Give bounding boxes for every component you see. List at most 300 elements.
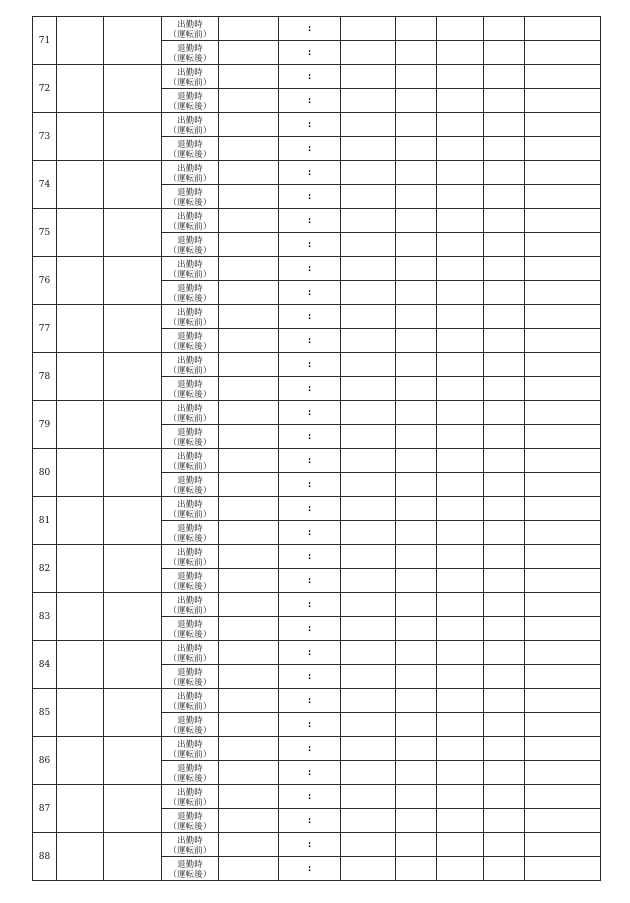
entry-cell-col5[interactable] (219, 665, 279, 689)
entry-cell-col11[interactable] (525, 305, 601, 329)
entry-cell-col7[interactable] (341, 401, 396, 425)
entry-cell-col7[interactable] (341, 833, 396, 857)
entry-cell-col11[interactable] (525, 257, 601, 281)
entry-cell-col8[interactable] (396, 473, 437, 497)
entry-cell-col10[interactable] (484, 473, 525, 497)
entry-cell-col11[interactable] (525, 425, 601, 449)
entry-cell-col2[interactable] (57, 353, 104, 401)
entry-cell-col10[interactable] (484, 689, 525, 713)
entry-cell-col10[interactable] (484, 833, 525, 857)
entry-cell-col9[interactable] (437, 497, 484, 521)
entry-type-line1: 出勤時 (177, 354, 203, 365)
entry-type-line2: （運転後） (168, 388, 212, 399)
entry-cell-col2[interactable] (57, 161, 104, 209)
time-cell[interactable]: : (279, 137, 341, 161)
entry-cell-col9[interactable] (437, 833, 484, 857)
entry-cell-col5[interactable] (219, 185, 279, 209)
entry-cell-col11[interactable] (525, 233, 601, 257)
entry-cell-col3[interactable] (104, 209, 162, 257)
entry-cell-col7[interactable] (341, 257, 396, 281)
entry-cell-col8[interactable] (396, 329, 437, 353)
entry-cell-col11[interactable] (525, 41, 601, 65)
entry-cell-col11[interactable] (525, 185, 601, 209)
entry-cell-col8[interactable] (396, 833, 437, 857)
entry-cell-col11[interactable] (525, 521, 601, 545)
entry-cell-col5[interactable] (219, 257, 279, 281)
entry-cell-col9[interactable] (437, 353, 484, 377)
time-cell[interactable]: : (279, 809, 341, 833)
entry-cell-col5[interactable] (219, 809, 279, 833)
time-cell[interactable]: : (279, 665, 341, 689)
entry-cell-col8[interactable] (396, 209, 437, 233)
entry-cell-col10[interactable] (484, 17, 525, 41)
entry-cell-col9[interactable] (437, 377, 484, 401)
entry-cell-col8[interactable] (396, 521, 437, 545)
entry-cell-col10[interactable] (484, 857, 525, 881)
entry-cell-col9[interactable] (437, 713, 484, 737)
entry-cell-col11[interactable] (525, 329, 601, 353)
entry-cell-col11[interactable] (525, 641, 601, 665)
entry-cell-col10[interactable] (484, 89, 525, 113)
entry-cell-col5[interactable] (219, 449, 279, 473)
time-cell[interactable]: : (279, 209, 341, 233)
entry-cell-col2[interactable] (57, 593, 104, 641)
entry-type-line2: （運転後） (168, 148, 212, 159)
entry-cell-col7[interactable] (341, 617, 396, 641)
entry-cell-col5[interactable] (219, 569, 279, 593)
entry-cell-col11[interactable] (525, 569, 601, 593)
entry-cell-col8[interactable] (396, 89, 437, 113)
entry-cell-col11[interactable] (525, 449, 601, 473)
entry-cell-col9[interactable] (437, 617, 484, 641)
entry-cell-col5[interactable] (219, 89, 279, 113)
entry-cell-col5[interactable] (219, 497, 279, 521)
time-cell[interactable]: : (279, 377, 341, 401)
time-cell[interactable]: : (279, 569, 341, 593)
entry-cell-col8[interactable] (396, 377, 437, 401)
entry-cell-col2[interactable] (57, 785, 104, 833)
time-cell[interactable]: : (279, 449, 341, 473)
entry-cell-col9[interactable] (437, 569, 484, 593)
entry-cell-col9[interactable] (437, 761, 484, 785)
entry-cell-col8[interactable] (396, 761, 437, 785)
time-cell[interactable]: : (279, 737, 341, 761)
entry-cell-col7[interactable] (341, 353, 396, 377)
entry-cell-col10[interactable] (484, 617, 525, 641)
entry-cell-col11[interactable] (525, 713, 601, 737)
entry-cell-col9[interactable] (437, 185, 484, 209)
entry-cell-col10[interactable] (484, 113, 525, 137)
entry-cell-col11[interactable] (525, 785, 601, 809)
clock-in-label (162, 305, 219, 329)
entry-cell-col8[interactable] (396, 161, 437, 185)
entry-cell-col7[interactable] (341, 641, 396, 665)
entry-cell-col10[interactable] (484, 137, 525, 161)
clock-out-label (162, 761, 219, 785)
entry-cell-col11[interactable] (525, 593, 601, 617)
entry-cell-col9[interactable] (437, 593, 484, 617)
entry-cell-col9[interactable] (437, 113, 484, 137)
entry-cell-col10[interactable] (484, 161, 525, 185)
entry-cell-col8[interactable] (396, 233, 437, 257)
time-cell[interactable]: : (279, 497, 341, 521)
entry-cell-col8[interactable] (396, 809, 437, 833)
entry-cell-col10[interactable] (484, 497, 525, 521)
entry-cell-col3[interactable] (104, 785, 162, 833)
entry-cell-col9[interactable] (437, 137, 484, 161)
entry-cell-col8[interactable] (396, 401, 437, 425)
entry-cell-col9[interactable] (437, 305, 484, 329)
entry-cell-col7[interactable] (341, 761, 396, 785)
entry-cell-col3[interactable] (104, 305, 162, 353)
entry-cell-col5[interactable] (219, 689, 279, 713)
entry-cell-col8[interactable] (396, 617, 437, 641)
time-cell[interactable]: : (279, 113, 341, 137)
entry-cell-col9[interactable] (437, 545, 484, 569)
entry-cell-col7[interactable] (341, 857, 396, 881)
entry-type-line1: 出勤時 (177, 114, 203, 125)
entry-cell-col11[interactable] (525, 353, 601, 377)
entry-cell-col10[interactable] (484, 401, 525, 425)
time-cell[interactable]: : (279, 233, 341, 257)
entry-cell-col7[interactable] (341, 737, 396, 761)
time-cell[interactable]: : (279, 713, 341, 737)
entry-cell-col10[interactable] (484, 329, 525, 353)
entry-cell-col5[interactable] (219, 737, 279, 761)
entry-cell-col5[interactable] (219, 209, 279, 233)
entry-cell-col10[interactable] (484, 665, 525, 689)
entry-cell-col2[interactable] (57, 641, 104, 689)
entry-cell-col10[interactable] (484, 233, 525, 257)
entry-type-line1: 出勤時 (177, 594, 203, 605)
entry-cell-col2[interactable] (57, 113, 104, 161)
entry-cell-col11[interactable] (525, 209, 601, 233)
entry-cell-col10[interactable] (484, 449, 525, 473)
entry-cell-col9[interactable] (437, 209, 484, 233)
entry-cell-col7[interactable] (341, 473, 396, 497)
entry-cell-col5[interactable] (219, 521, 279, 545)
entry-cell-col8[interactable] (396, 425, 437, 449)
time-cell[interactable]: : (279, 257, 341, 281)
entry-cell-col8[interactable] (396, 281, 437, 305)
entry-cell-col5[interactable] (219, 545, 279, 569)
entry-cell-col11[interactable] (525, 377, 601, 401)
entry-cell-col2[interactable] (57, 305, 104, 353)
entry-cell-col9[interactable] (437, 737, 484, 761)
entry-cell-col3[interactable] (104, 833, 162, 881)
entry-cell-col9[interactable] (437, 329, 484, 353)
time-cell[interactable]: : (279, 65, 341, 89)
entry-cell-col9[interactable] (437, 257, 484, 281)
entry-cell-col8[interactable] (396, 641, 437, 665)
entry-cell-col5[interactable] (219, 785, 279, 809)
entry-cell-col7[interactable] (341, 89, 396, 113)
entry-cell-col9[interactable] (437, 65, 484, 89)
clock-out-label (162, 425, 219, 449)
entry-cell-col9[interactable] (437, 425, 484, 449)
entry-cell-col5[interactable] (219, 281, 279, 305)
entry-cell-col3[interactable] (104, 65, 162, 113)
entry-cell-col8[interactable] (396, 353, 437, 377)
entry-cell-col10[interactable] (484, 545, 525, 569)
entry-cell-col3[interactable] (104, 401, 162, 449)
entry-cell-col8[interactable] (396, 257, 437, 281)
entry-cell-col5[interactable] (219, 233, 279, 257)
entry-cell-col11[interactable] (525, 857, 601, 881)
entry-cell-col3[interactable] (104, 353, 162, 401)
entry-cell-col7[interactable] (341, 425, 396, 449)
entry-cell-col10[interactable] (484, 569, 525, 593)
entry-cell-col10[interactable] (484, 641, 525, 665)
entry-cell-col7[interactable] (341, 809, 396, 833)
entry-cell-col10[interactable] (484, 377, 525, 401)
entry-cell-col9[interactable] (437, 473, 484, 497)
entry-cell-col10[interactable] (484, 737, 525, 761)
entry-cell-col7[interactable] (341, 113, 396, 137)
entry-cell-col11[interactable] (525, 497, 601, 521)
entry-cell-col2[interactable] (57, 497, 104, 545)
entry-type-line2: （運転後） (168, 868, 212, 879)
entry-cell-col8[interactable] (396, 497, 437, 521)
entry-cell-col9[interactable] (437, 401, 484, 425)
entry-cell-col8[interactable] (396, 857, 437, 881)
entry-cell-col11[interactable] (525, 473, 601, 497)
entry-cell-col11[interactable] (525, 545, 601, 569)
entry-cell-col3[interactable] (104, 161, 162, 209)
entry-cell-col8[interactable] (396, 713, 437, 737)
entry-cell-col11[interactable] (525, 17, 601, 41)
entry-cell-col5[interactable] (219, 833, 279, 857)
entry-cell-col8[interactable] (396, 305, 437, 329)
entry-cell-col8[interactable] (396, 41, 437, 65)
entry-cell-col10[interactable] (484, 521, 525, 545)
entry-cell-col5[interactable] (219, 329, 279, 353)
entry-cell-col5[interactable] (219, 137, 279, 161)
entry-cell-col10[interactable] (484, 785, 525, 809)
entry-cell-col2[interactable] (57, 401, 104, 449)
entry-cell-col5[interactable] (219, 41, 279, 65)
time-cell[interactable]: : (279, 329, 341, 353)
entry-cell-col3[interactable] (104, 17, 162, 65)
entry-cell-col8[interactable] (396, 545, 437, 569)
entry-cell-col7[interactable] (341, 161, 396, 185)
entry-cell-col2[interactable] (57, 257, 104, 305)
row-number: 86 (33, 737, 57, 785)
time-cell[interactable]: : (279, 41, 341, 65)
entry-cell-col9[interactable] (437, 281, 484, 305)
time-cell[interactable]: : (279, 305, 341, 329)
entry-cell-col11[interactable] (525, 65, 601, 89)
entry-cell-col2[interactable] (57, 545, 104, 593)
time-cell[interactable]: : (279, 689, 341, 713)
time-cell[interactable]: : (279, 401, 341, 425)
entry-cell-col7[interactable] (341, 185, 396, 209)
time-cell[interactable]: : (279, 785, 341, 809)
entry-cell-col9[interactable] (437, 41, 484, 65)
time-cell[interactable]: : (279, 593, 341, 617)
entry-cell-col8[interactable] (396, 569, 437, 593)
entry-cell-col3[interactable] (104, 641, 162, 689)
entry-cell-col7[interactable] (341, 497, 396, 521)
entry-cell-col7[interactable] (341, 41, 396, 65)
entry-cell-col11[interactable] (525, 617, 601, 641)
entry-cell-col7[interactable] (341, 665, 396, 689)
entry-cell-col9[interactable] (437, 689, 484, 713)
entry-cell-col7[interactable] (341, 545, 396, 569)
entry-cell-col8[interactable] (396, 689, 437, 713)
entry-cell-col11[interactable] (525, 833, 601, 857)
entry-cell-col10[interactable] (484, 209, 525, 233)
entry-cell-col2[interactable] (57, 17, 104, 65)
entry-cell-col10[interactable] (484, 593, 525, 617)
entry-cell-col11[interactable] (525, 809, 601, 833)
entry-cell-col7[interactable] (341, 689, 396, 713)
entry-cell-col5[interactable] (219, 425, 279, 449)
entry-cell-col8[interactable] (396, 113, 437, 137)
entry-cell-col10[interactable] (484, 41, 525, 65)
time-cell[interactable]: : (279, 89, 341, 113)
entry-cell-col7[interactable] (341, 305, 396, 329)
entry-cell-col5[interactable] (219, 641, 279, 665)
entry-cell-col11[interactable] (525, 161, 601, 185)
entry-cell-col7[interactable] (341, 137, 396, 161)
entry-cell-col8[interactable] (396, 593, 437, 617)
entry-cell-col5[interactable] (219, 617, 279, 641)
entry-cell-col10[interactable] (484, 425, 525, 449)
time-cell[interactable]: : (279, 425, 341, 449)
entry-cell-col10[interactable] (484, 713, 525, 737)
entry-cell-col10[interactable] (484, 353, 525, 377)
entry-cell-col9[interactable] (437, 521, 484, 545)
entry-cell-col9[interactable] (437, 449, 484, 473)
entry-cell-col7[interactable] (341, 713, 396, 737)
entry-cell-col7[interactable] (341, 281, 396, 305)
entry-cell-col11[interactable] (525, 689, 601, 713)
entry-cell-col9[interactable] (437, 17, 484, 41)
entry-cell-col5[interactable] (219, 65, 279, 89)
entry-cell-col8[interactable] (396, 137, 437, 161)
time-cell[interactable]: : (279, 353, 341, 377)
entry-cell-col2[interactable] (57, 689, 104, 737)
time-cell[interactable]: : (279, 617, 341, 641)
entry-cell-col5[interactable] (219, 401, 279, 425)
entry-cell-col9[interactable] (437, 809, 484, 833)
entry-cell-col7[interactable] (341, 209, 396, 233)
entry-cell-col3[interactable] (104, 593, 162, 641)
entry-cell-col5[interactable] (219, 377, 279, 401)
entry-cell-col3[interactable] (104, 449, 162, 497)
entry-cell-col10[interactable] (484, 305, 525, 329)
entry-cell-col5[interactable] (219, 857, 279, 881)
entry-cell-col7[interactable] (341, 329, 396, 353)
entry-cell-col7[interactable] (341, 785, 396, 809)
entry-cell-col10[interactable] (484, 257, 525, 281)
entry-cell-col5[interactable] (219, 161, 279, 185)
time-cell[interactable]: : (279, 17, 341, 41)
record-table-body (33, 17, 601, 881)
time-cell[interactable]: : (279, 521, 341, 545)
entry-cell-col10[interactable] (484, 281, 525, 305)
time-cell[interactable]: : (279, 473, 341, 497)
time-cell[interactable]: : (279, 545, 341, 569)
entry-cell-col7[interactable] (341, 521, 396, 545)
entry-cell-col7[interactable] (341, 65, 396, 89)
entry-cell-col9[interactable] (437, 89, 484, 113)
entry-cell-col3[interactable] (104, 545, 162, 593)
time-cell[interactable]: : (279, 641, 341, 665)
entry-cell-col2[interactable] (57, 209, 104, 257)
entry-cell-col11[interactable] (525, 89, 601, 113)
entry-cell-col3[interactable] (104, 257, 162, 305)
entry-cell-col11[interactable] (525, 113, 601, 137)
entry-cell-col3[interactable] (104, 689, 162, 737)
entry-cell-col8[interactable] (396, 665, 437, 689)
entry-cell-col7[interactable] (341, 593, 396, 617)
entry-cell-col8[interactable] (396, 65, 437, 89)
entry-cell-col8[interactable] (396, 185, 437, 209)
entry-cell-col5[interactable] (219, 353, 279, 377)
entry-cell-col8[interactable] (396, 17, 437, 41)
table-row (33, 161, 601, 185)
entry-cell-col9[interactable] (437, 233, 484, 257)
entry-cell-col5[interactable] (219, 761, 279, 785)
entry-cell-col11[interactable] (525, 665, 601, 689)
entry-cell-col7[interactable] (341, 17, 396, 41)
entry-cell-col8[interactable] (396, 449, 437, 473)
entry-cell-col11[interactable] (525, 401, 601, 425)
time-cell[interactable]: : (279, 185, 341, 209)
entry-cell-col11[interactable] (525, 737, 601, 761)
entry-cell-col7[interactable] (341, 377, 396, 401)
entry-cell-col2[interactable] (57, 449, 104, 497)
entry-cell-col3[interactable] (104, 497, 162, 545)
entry-cell-col9[interactable] (437, 641, 484, 665)
entry-cell-col9[interactable] (437, 665, 484, 689)
entry-cell-col2[interactable] (57, 65, 104, 113)
entry-cell-col11[interactable] (525, 137, 601, 161)
time-cell[interactable]: : (279, 281, 341, 305)
entry-cell-col5[interactable] (219, 113, 279, 137)
entry-cell-col5[interactable] (219, 17, 279, 41)
entry-cell-col9[interactable] (437, 161, 484, 185)
entry-cell-col7[interactable] (341, 233, 396, 257)
time-cell[interactable]: : (279, 761, 341, 785)
entry-cell-col5[interactable] (219, 473, 279, 497)
entry-cell-col3[interactable] (104, 737, 162, 785)
time-cell[interactable]: : (279, 833, 341, 857)
entry-cell-col5[interactable] (219, 713, 279, 737)
entry-cell-col10[interactable] (484, 761, 525, 785)
entry-cell-col3[interactable] (104, 113, 162, 161)
entry-cell-col8[interactable] (396, 737, 437, 761)
entry-cell-col5[interactable] (219, 305, 279, 329)
entry-cell-col5[interactable] (219, 593, 279, 617)
entry-cell-col2[interactable] (57, 833, 104, 881)
entry-cell-col9[interactable] (437, 857, 484, 881)
entry-cell-col10[interactable] (484, 65, 525, 89)
entry-cell-col10[interactable] (484, 809, 525, 833)
entry-cell-col7[interactable] (341, 449, 396, 473)
entry-cell-col2[interactable] (57, 737, 104, 785)
entry-cell-col7[interactable] (341, 569, 396, 593)
time-cell[interactable]: : (279, 857, 341, 881)
entry-cell-col8[interactable] (396, 785, 437, 809)
entry-cell-col11[interactable] (525, 281, 601, 305)
entry-cell-col10[interactable] (484, 185, 525, 209)
entry-cell-col11[interactable] (525, 761, 601, 785)
time-cell[interactable]: : (279, 161, 341, 185)
entry-cell-col9[interactable] (437, 785, 484, 809)
